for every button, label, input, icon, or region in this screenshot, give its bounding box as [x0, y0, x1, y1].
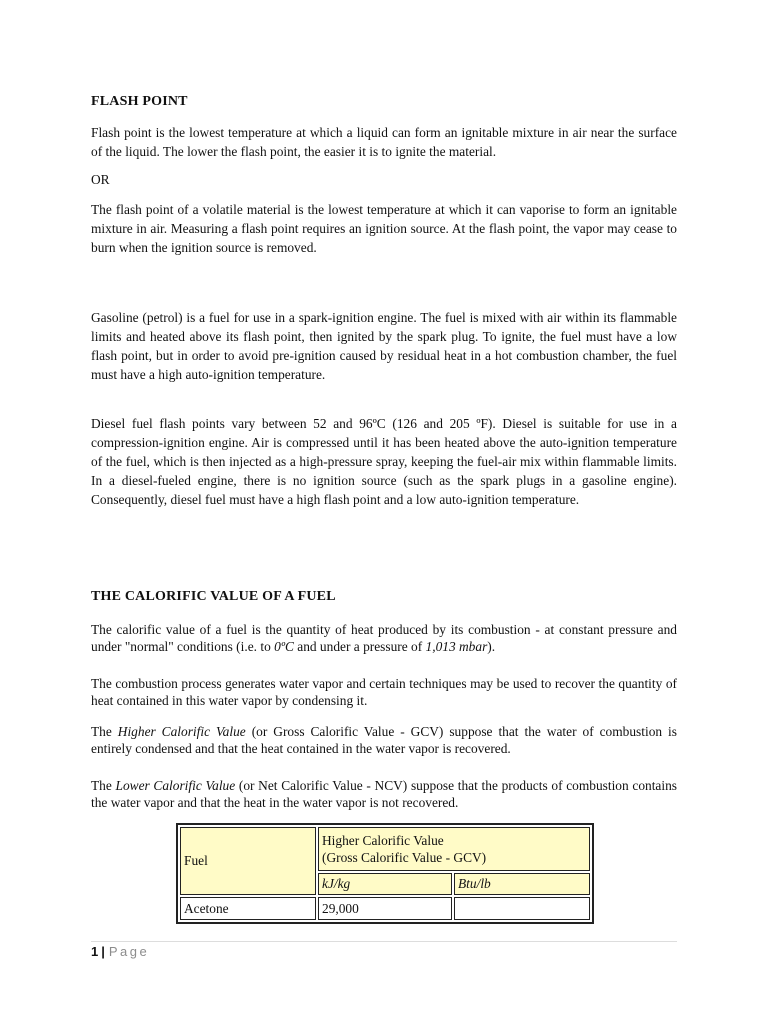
footer-separator: | — [101, 944, 105, 959]
unit-btu-header: Btu/lb — [454, 873, 590, 895]
pressure-value: 1,013 mbar — [425, 639, 488, 654]
fuel-column-header: Fuel — [180, 827, 316, 895]
page-number: 1 — [91, 944, 99, 959]
fuel-name-cell: Acetone — [180, 897, 316, 920]
flash-point-definition: Flash point is the lowest temperature at which a liquid can form an ignitable mixture in air near the surface of the liquid. The lower the flash point, the easier it is to ignite the material. — [91, 125, 677, 159]
calorific-text: and under a pressure of — [293, 639, 426, 654]
combustion-paragraph: The combustion process generates water vapor and certain techniques may be used to recover the quantity of heat contained in this water vapor by condensing it. — [91, 676, 677, 708]
kj-value-cell: 29,000 — [318, 897, 452, 920]
table-row — [180, 897, 590, 920]
lcv-term: Lower Calorific Value — [115, 778, 236, 793]
higher-calorific-paragraph — [91, 723, 677, 757]
page-footer — [91, 944, 149, 959]
or-separator: OR — [91, 172, 110, 187]
hcv-header-line2: (Gross Calorific Value - GCV) — [322, 850, 487, 865]
calorific-heading: THE CALORIFIC VALUE OF A FUEL — [91, 589, 336, 604]
calorific-text: ). — [487, 639, 496, 654]
lcv-text: (or Net Calorific Value - NCV) suppose that the products of combustion contains the water vapor and that the heat in the water vapor is not recovered. — [91, 778, 677, 810]
hcv-text: (or Gross Calorific Value - GCV) suppose that the water of combustion is entirely condensed and that the heat contained in the water vapor is recovered. — [91, 724, 677, 756]
hcv-term: Higher Calorific Value — [117, 724, 246, 739]
temperature-value: 0ºC — [274, 639, 294, 654]
lcv-text: The — [91, 778, 116, 793]
hcv-header-line1: Higher Calorific Value — [322, 833, 444, 848]
diesel-paragraph: Diesel fuel flash points vary between 52 and 96ºC (126 and 205 ºF). Diesel is suitable for use in a compression-ignition engine. Air is compressed until it has been heated above the auto-ignition temperature of the fuel, which is then injected as a high-pressure spray, keeping the fuel-air mix within flammable limits. In a diesel-fueled engine, there is no ignition source (such as the spark plugs in a gasoline engine). Consequently, diesel fuel must have a high flash point and a low auto-ignition temperature. — [91, 416, 677, 507]
hcv-text: The — [91, 724, 118, 739]
volatile-material-paragraph: The flash point of a volatile material is the lowest temperature at which it can vaporise to form an ignitable mixture in air. Measuring a flash point requires an ignition source. At the flash point, the vapor may cease to burn when the ignition source is removed. — [91, 202, 677, 255]
hcv-column-header — [318, 827, 590, 871]
lower-calorific-paragraph — [91, 777, 677, 811]
flash-point-heading: FLASH POINT — [91, 94, 188, 109]
calorific-definition — [91, 621, 677, 655]
table-header-row — [180, 827, 590, 871]
btu-value-cell — [454, 897, 590, 920]
calorific-value-table — [176, 823, 594, 924]
gasoline-paragraph: Gasoline (petrol) is a fuel for use in a spark-ignition engine. The fuel is mixed with air within its flammable limits and heated above its flash point, then ignited by the spark plug. To ignite, the fuel must have a low flash point, but in order to avoid pre-ignition caused by residual heat in a hot combustion chamber, the fuel must have a high auto-ignition temperature. — [91, 310, 677, 382]
page-label: Page — [108, 944, 150, 959]
footer-divider — [91, 941, 677, 942]
unit-kj-header: kJ/kg — [318, 873, 452, 895]
calorific-text: The calorific value of a fuel is the quantity of heat produced by its combustion - at constant pressure and under "normal" conditions (i.e. to — [91, 622, 677, 654]
